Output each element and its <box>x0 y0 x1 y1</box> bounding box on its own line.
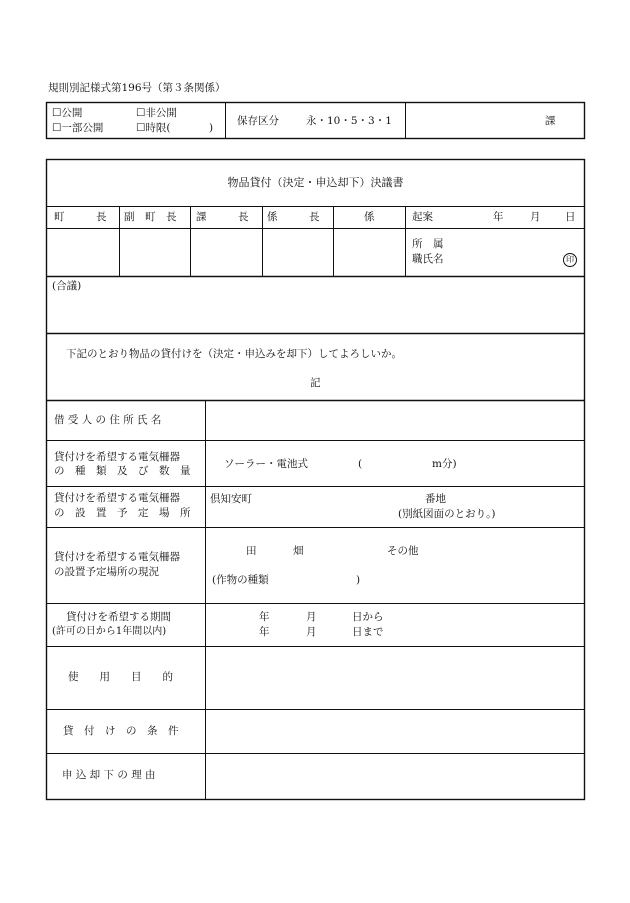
status-crop-label: (作物の種類 <box>212 574 269 586</box>
stamp-box-chief[interactable] <box>191 229 261 275</box>
item-paren-open: ( <box>358 458 363 470</box>
period-until-year: 年 <box>259 626 270 638</box>
rejection-label: 申 込 却 下 の 理 由 <box>62 769 156 781</box>
retention-value: 永・10・5・3・1 <box>306 115 392 127</box>
section-label: 課 <box>545 115 556 127</box>
document-title: 物品貸付（決定・申込却下）決議書 <box>227 176 404 189</box>
retention-label: 保存区分 <box>237 115 279 127</box>
ki-label: 記 <box>310 377 321 389</box>
drafted-label: 起案 <box>412 211 433 223</box>
stamp-box-staff[interactable] <box>334 229 404 275</box>
period-until-month: 月 <box>306 626 317 638</box>
place-note: (別紙図面のとおり。) <box>398 508 496 520</box>
borrower-field[interactable] <box>207 402 583 439</box>
crop-type-field[interactable] <box>282 570 352 590</box>
period-label-line1: 貸付けを希望する期間 <box>66 611 171 623</box>
approver-subchief: 係 長 <box>267 211 320 223</box>
item-label-line1: 貸付けを希望する電気柵器 <box>54 451 180 463</box>
council-label: (合議) <box>52 280 82 292</box>
period-from-day: 日から <box>352 611 384 623</box>
item-unit: m分) <box>432 458 457 470</box>
period-until-day: 日まで <box>352 626 384 638</box>
approver-mayor: 町 長 <box>54 211 107 223</box>
place-address-field[interactable] <box>260 489 420 509</box>
checkbox-partial[interactable]: ☐一部公開 <box>52 122 104 134</box>
approver-chief: 課 長 <box>196 211 249 223</box>
seal-icon: 印 <box>563 253 577 267</box>
purpose-field[interactable] <box>207 648 583 708</box>
place-banchi: 番地 <box>425 493 446 505</box>
drafted-month: 月 <box>530 211 541 223</box>
place-label-line2: の 設 置 予 定 場 所 <box>54 507 191 519</box>
borrower-label: 借 受 人 の 住 所 氏 名 <box>54 414 162 426</box>
checkbox-limited[interactable]: ☐時限( <box>136 122 171 134</box>
checkbox-private[interactable]: ☐非公開 <box>136 107 177 119</box>
status-option-ta[interactable]: 田 <box>246 545 257 557</box>
period-from-month: 月 <box>306 611 317 623</box>
period-label-line2: (許可の日から1年間以内) <box>52 626 167 637</box>
approver-deputy: 副 町 長 <box>124 211 177 223</box>
stamp-box-mayor[interactable] <box>48 229 118 275</box>
status-option-hata[interactable]: 畑 <box>293 545 304 557</box>
conditions-label: 貸 付 け の 条 件 <box>63 725 179 737</box>
conditions-field[interactable] <box>207 711 583 752</box>
stamp-box-deputy[interactable] <box>120 229 190 275</box>
name-label: 職氏名 <box>412 253 444 265</box>
status-label-line1: 貸付けを希望する電気柵器 <box>54 551 180 563</box>
status-option-other[interactable]: その他 <box>387 545 419 557</box>
resolution-statement: 下記のとおり物品の貸付けを（決定・申込みを却下）してよろしいか。 <box>66 348 402 360</box>
place-label-line1: 貸付けを希望する電気柵器 <box>54 492 180 504</box>
purpose-label: 使 用 目 的 <box>68 671 173 683</box>
form-number: 規則別記様式第196号（第３条関係） <box>48 82 226 94</box>
status-label-line2: の設置予定場所の現況 <box>54 566 159 578</box>
item-label-line2: の 種 類 及 び 数 量 <box>54 465 191 477</box>
limited-close: ) <box>209 122 214 134</box>
status-crop-close: ) <box>356 574 361 586</box>
drafted-day: 日 <box>565 211 576 223</box>
period-from-year: 年 <box>259 611 270 623</box>
item-type-value: ソーラー・電池式 <box>224 458 308 470</box>
stamp-box-subchief[interactable] <box>263 229 333 275</box>
affiliation-label: 所 属 <box>412 238 444 250</box>
rejection-field[interactable] <box>207 755 583 798</box>
approver-staff: 係 <box>364 211 375 223</box>
place-town: 倶知安町 <box>210 493 252 505</box>
checkbox-public[interactable]: ☐公開 <box>52 107 83 119</box>
drafted-year: 年 <box>493 211 504 223</box>
item-length-field[interactable] <box>366 454 428 474</box>
